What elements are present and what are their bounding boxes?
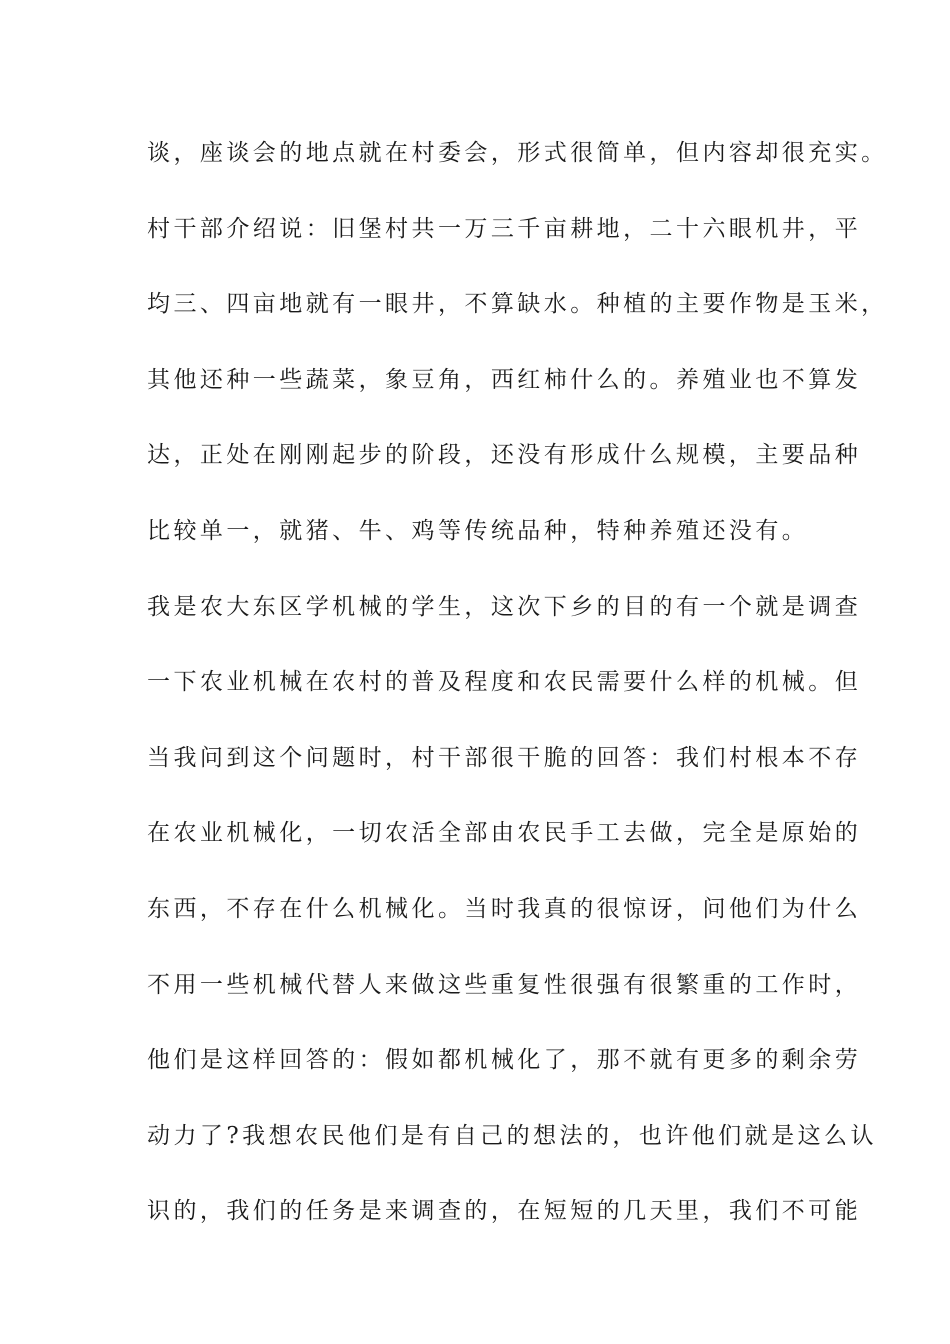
text-line: 东西，不存在什么机械化。当时我真的很惊讶，问他们为什么: [147, 895, 862, 922]
text-line: 我是农大东区学机械的学生，这次下乡的目的有一个就是调查: [147, 593, 862, 620]
document-body: [147, 135, 888, 1269]
text-line: 谈，座谈会的地点就在村委会，形式很简单，但内容却很充实。: [147, 140, 888, 166]
text-line: 不用一些机械代替人来做这些重复性很强有很繁重的工作时，: [147, 971, 862, 998]
text-line: 比较单一，就猪、牛、鸡等传统品种，特种养殖还没有。: [147, 517, 809, 544]
text-line: 在农业机械化，一切农活全部由农民手工去做，完全是原始的: [147, 820, 862, 847]
text-line: 村干部介绍说：旧堡村共一万三千亩耕地，二十六眼机井，平: [147, 215, 862, 242]
text-line: 一下农业机械在农村的普及程度和农民需要什么样的机械。但: [147, 669, 862, 696]
text-line: 其他还种一些蔬菜，象豆角，西红柿什么的。养殖业也不算发: [147, 366, 862, 393]
text-line: 他们是这样回答的：假如都机械化了，那不就有更多的剩余劳: [147, 1047, 862, 1074]
text-line: 识的，我们的任务是来调查的，在短短的几天里，我们不可能: [147, 1198, 862, 1225]
text-line: 动力了?我想农民他们是有自己的想法的，也许他们就是这么认: [147, 1122, 877, 1149]
text-line: 均三、四亩地就有一眼井，不算缺水。种植的主要作物是玉米，: [147, 291, 888, 318]
text-line: 当我问到这个问题时，村干部很干脆的回答：我们村根本不存: [147, 744, 862, 771]
text-line: 达，正处在刚刚起步的阶段，还没有形成什么规模，主要品种: [147, 442, 862, 469]
